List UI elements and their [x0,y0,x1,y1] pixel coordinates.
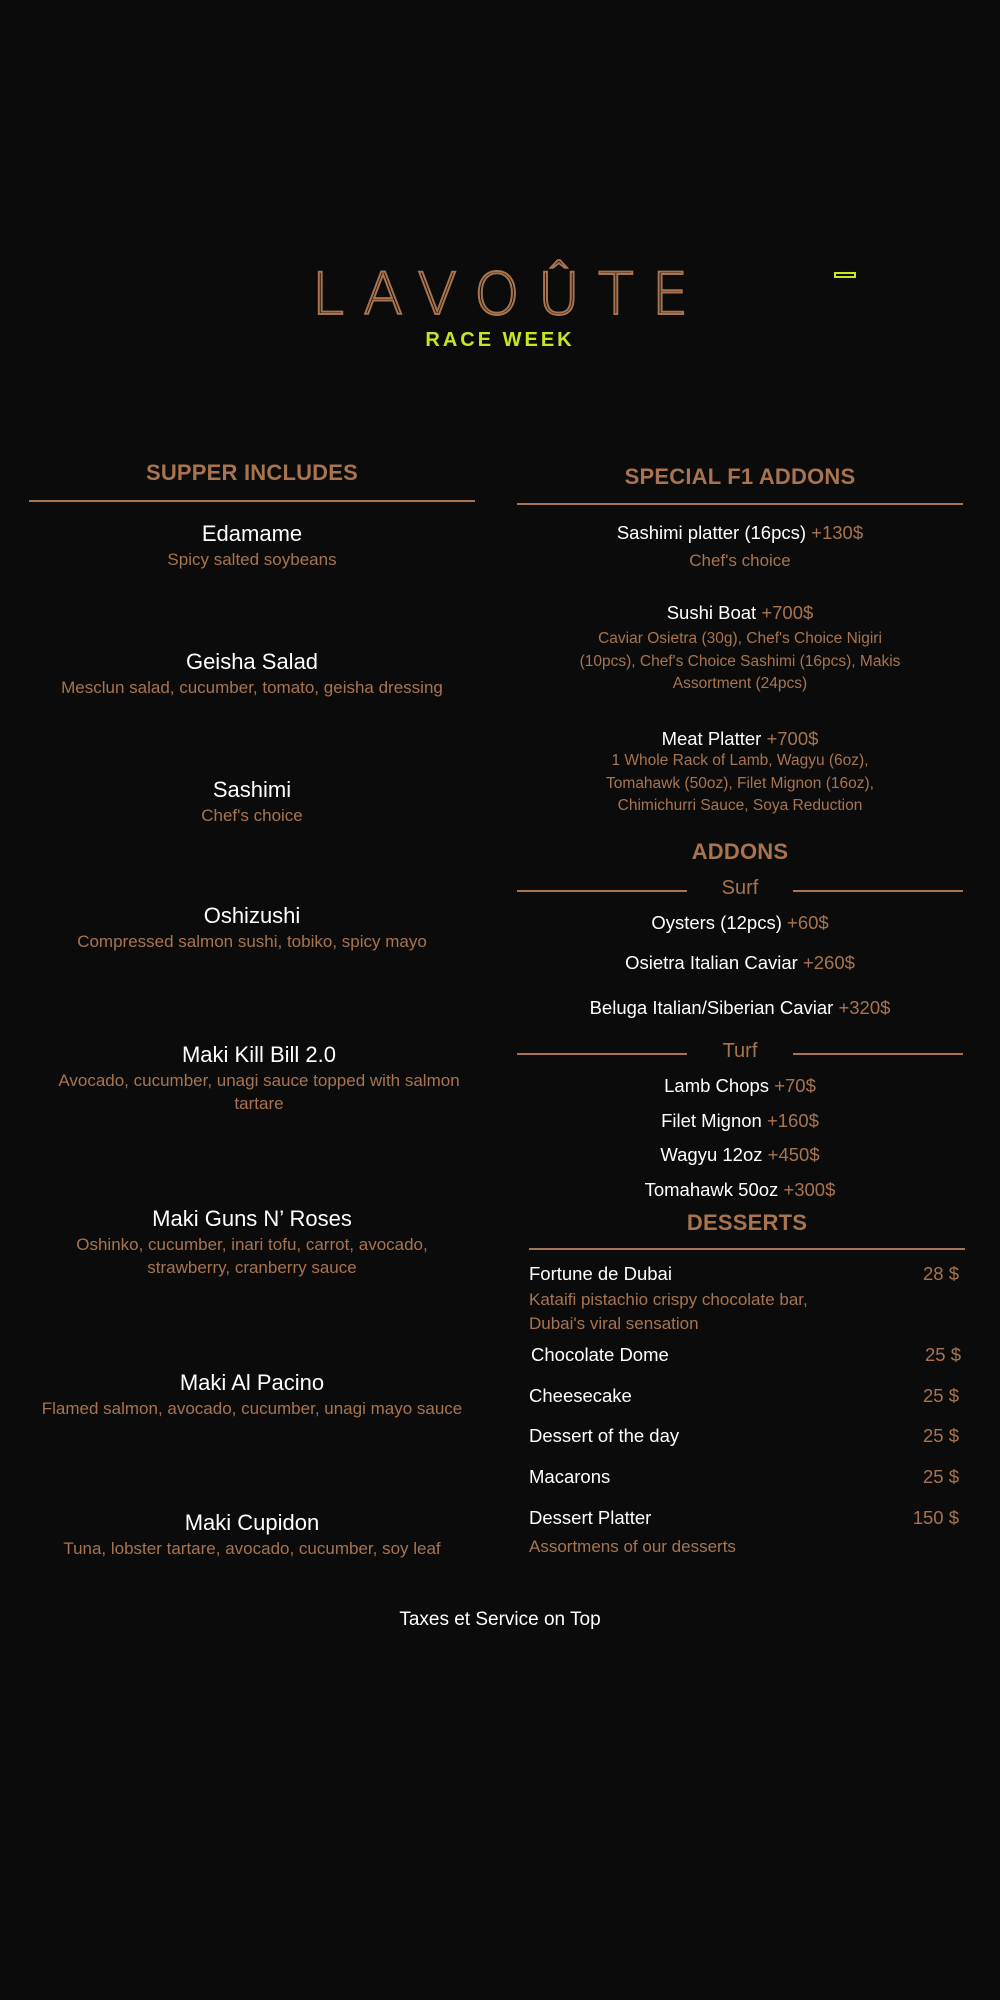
menu-item [29,1206,475,1280]
dessert-item [529,1424,959,1447]
special-item [517,601,963,696]
addon-item-name: Osietra Italian Caviar [625,952,798,973]
menu-item-name: Maki Guns N’ Roses [152,1206,352,1231]
addon-item [517,911,963,934]
menu-item [29,777,475,828]
surf-label: Surf [721,877,759,899]
dessert-name: Dessert Platter [529,1507,652,1528]
dessert-desc: Kataifi pistachio crispy chocolate bar, Dubai's viral sensation [529,1290,808,1333]
menu-item-name: Edamame [201,521,303,546]
addon-item-price: +450$ [767,1144,820,1165]
menu-item [29,1370,475,1421]
supper-title: SUPPER INCLUDES [145,460,359,485]
menu-item-desc: Mesclun salad, cucumber, tomato, geisha dressing [61,678,443,698]
menu-item-name: Maki Cupidon [184,1510,320,1535]
logo-wordmark: LAVOÛTE [311,260,707,328]
menu-item-name: Maki Kill Bill 2.0 [181,1042,337,1067]
logo-accent-bar [834,272,856,278]
supper-section [29,460,475,1559]
menu-item-name: Maki Al Pacino [179,1370,325,1395]
special-item-name: Sushi Boat [666,602,757,623]
addon-item-name: Wagyu 12oz [660,1144,763,1165]
addon-item-name: Tomahawk 50oz [644,1179,779,1200]
addon-item [517,996,963,1019]
turf-label: Turf [722,1040,758,1062]
menu-item [29,649,475,700]
menu-item-desc: Chef's choice [201,806,303,826]
dessert-item [529,1384,959,1407]
addons-column [517,464,963,1200]
special-item-price: +700$ [761,602,814,623]
menu-item-desc: Compressed salmon sushi, tobiko, spicy mayo [77,932,427,952]
addon-item [517,1074,963,1097]
addon-item-price: +70$ [774,1075,816,1096]
dessert-item [529,1465,959,1488]
addons-title: ADDONS [691,839,789,864]
special-divider [517,503,963,505]
special-item-name: Sashimi platter (16pcs) [616,522,807,543]
dessert-price: 25 $ [922,1425,959,1446]
addon-item-price: +300$ [783,1179,836,1200]
dessert-name: Chocolate Dome [531,1344,669,1365]
addon-item-price: +60$ [787,912,829,933]
menu-item [39,1042,479,1116]
special-title: SPECIAL F1 ADDONS [624,464,856,489]
dessert-price: 150 $ [912,1507,959,1528]
special-item [517,727,963,818]
special-item-desc: 1 Whole Rack of Lamb, Wagyu (6oz), Tomahawk (50oz), Filet Mignon (16oz), Chimichurri Sauce, Soya Reduction [606,752,874,815]
surf-line-right [793,890,963,892]
desserts-divider [529,1248,965,1250]
addon-item [517,1109,963,1132]
addon-item-name: Filet Mignon [661,1110,762,1131]
supper-divider [29,500,475,502]
dessert-price: 25 $ [922,1466,959,1487]
dessert-item [531,1343,961,1366]
logo-subtitle: RACE WEEK [425,329,575,351]
special-item-desc: Chef's choice [689,551,791,571]
turf-subheading [517,1040,963,1066]
menu-item-name: Sashimi [212,777,292,802]
menu-item-desc: Oshinko, cucumber, inari tofu, carrot, avocado, strawberry, cranberry sauce [76,1235,428,1278]
menu-item-desc: Tuna, lobster tartare, avocado, cucumber, soy leaf [63,1539,441,1559]
addon-item-price: +320$ [838,997,891,1018]
menu-item-desc: Avocado, cucumber, unagi sauce topped with salmon tartare [58,1071,460,1114]
surf-subheading [517,877,963,903]
menu-item [29,521,475,572]
special-item-name: Meat Platter [661,728,762,749]
menu-item-name: Oshizushi [203,903,301,928]
brand-logo [0,260,1000,352]
addon-item-price: +160$ [766,1110,819,1131]
dessert-name: Dessert of the day [529,1425,680,1446]
addon-item-name: Oysters (12pcs) [651,912,782,933]
addons-block [517,839,963,865]
menu-item-desc: Spicy salted soybeans [167,550,337,570]
dessert-desc: Assortmens of our desserts [529,1537,736,1557]
special-item [517,521,963,574]
menu-item [29,1510,475,1561]
dessert-name: Macarons [529,1466,611,1487]
dessert-item [529,1506,959,1559]
dessert-price: 28 $ [922,1263,959,1284]
dessert-price: 25 $ [922,1385,959,1406]
menu-item-name: Geisha Salad [185,649,319,674]
addon-item [517,1143,963,1166]
dessert-name: Fortune de Dubai [529,1263,672,1284]
dessert-name: Cheesecake [529,1385,632,1406]
special-item-price: +130$ [811,522,864,543]
footer-note: Taxes et Service on Top [399,1609,601,1630]
addon-item-price: +260$ [802,952,855,973]
turf-line-right [793,1053,963,1055]
dessert-price: 25 $ [924,1344,961,1365]
addon-item-name: Lamb Chops [664,1075,770,1096]
special-item-price: +700$ [766,728,819,749]
addon-item [517,1178,963,1201]
menu-item [29,903,475,954]
addon-item-name: Beluga Italian/Siberian Caviar [589,997,834,1018]
addon-item [517,951,963,974]
dessert-item [529,1262,959,1336]
desserts-title: DESSERTS [686,1210,808,1235]
menu-item-desc: Flamed salmon, avocado, cucumber, unagi mayo sauce [41,1399,463,1419]
desserts-section [515,1210,965,1557]
special-item-desc: Caviar Osietra (30g), Chef's Choice Nigiri (10pcs), Chef's Choice Sashimi (16pcs), Makis Assortment (24pcs) [579,630,901,693]
